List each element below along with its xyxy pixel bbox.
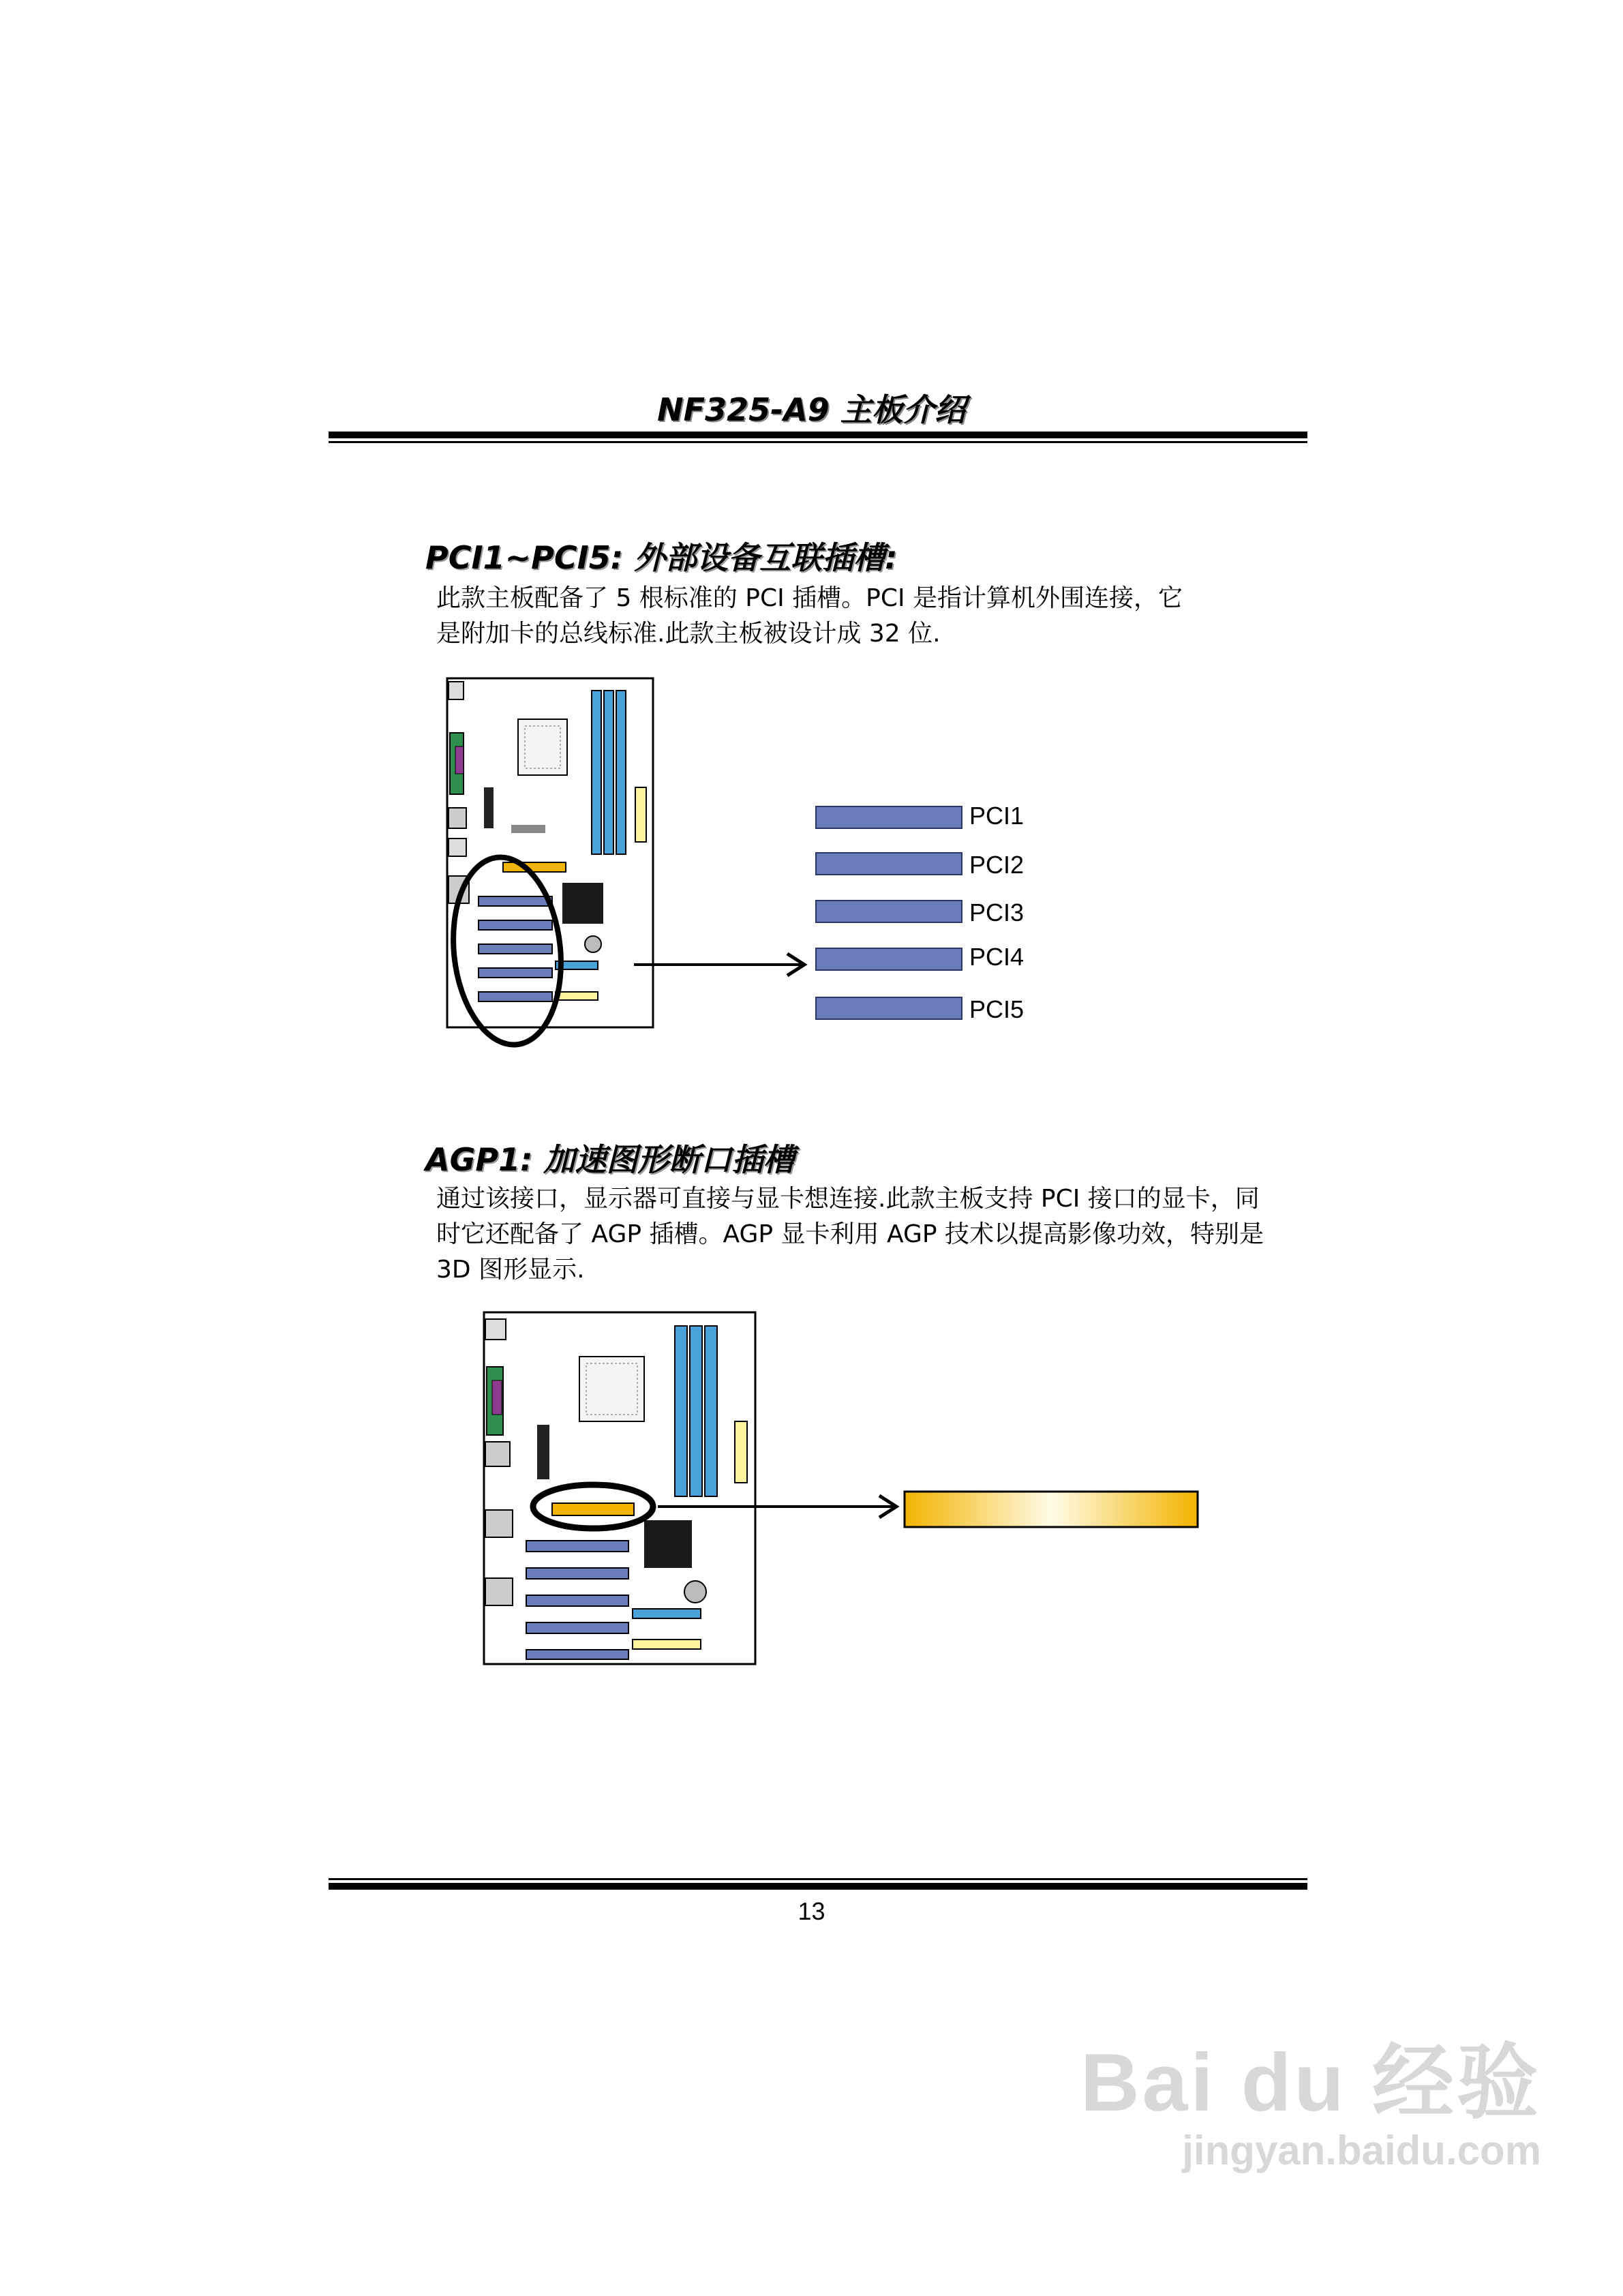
watermark-url: jingyan.baidu.com (1182, 2128, 1541, 2173)
pci-slot-bar-4 (815, 948, 962, 971)
pci-pointer-arrow (634, 951, 811, 978)
pci-text-line-1: 此款主板配备了 5 根标准的 PCI 插槽。PCI 是指计算机外围连接，它 (436, 584, 1183, 612)
agp-text-line-2: 时它还配备了 AGP 插槽。AGP 显卡利用 AGP 技术以提高影像功效，特别是 (436, 1220, 1264, 1248)
pci-text-line-2: 是附加卡的总线标准.此款主板被设计成 32 位. (436, 620, 941, 648)
pci-slot-bar-3 (815, 900, 962, 923)
pci-slot-label-1: PCI1 (969, 802, 1025, 830)
pci-slot-label-5: PCI5 (969, 995, 1025, 1023)
baidu-jingyan-watermark (1080, 2038, 1541, 2175)
watermark-brand: Bai du 经验 (1080, 2037, 1541, 2128)
footer-rule-thin (329, 1878, 1307, 1880)
motherboard-diagram-agp (477, 1305, 763, 1674)
agp-slot-bar (903, 1490, 1200, 1531)
pci-slot-bar-1 (815, 806, 962, 829)
agp-section-title: AGP1: 加速图形断口插槽 (425, 1141, 795, 1178)
pci-slot-bar-2 (815, 852, 962, 875)
page-number: 13 (798, 1897, 825, 1925)
pci-slot-bar-5 (815, 997, 962, 1020)
page-header-title: NF325-A9 主板介绍 (657, 391, 966, 428)
pci-slot-label-2: PCI2 (969, 851, 1025, 879)
pci-slot-label-3: PCI3 (969, 898, 1025, 926)
footer-rule-thick (329, 1883, 1307, 1890)
agp-pointer-arrow (658, 1493, 903, 1520)
pci-slot-label-4: PCI4 (969, 943, 1025, 971)
agp-text-line-1: 通过该接口，显示器可直接与显卡想连接.此款主板支持 PCI 接口的显卡，同 (436, 1185, 1260, 1213)
pci-section-text (436, 581, 1391, 652)
pci-section-title: PCI1~PCI5: 外部设备互联插槽: (425, 539, 898, 576)
agp-section-text (436, 1181, 1391, 1288)
header-rule-thick (329, 432, 1307, 438)
header-rule-thin (329, 441, 1307, 443)
agp-text-line-3: 3D 图形显示. (436, 1256, 585, 1284)
motherboard-diagram-pci (436, 671, 668, 1060)
